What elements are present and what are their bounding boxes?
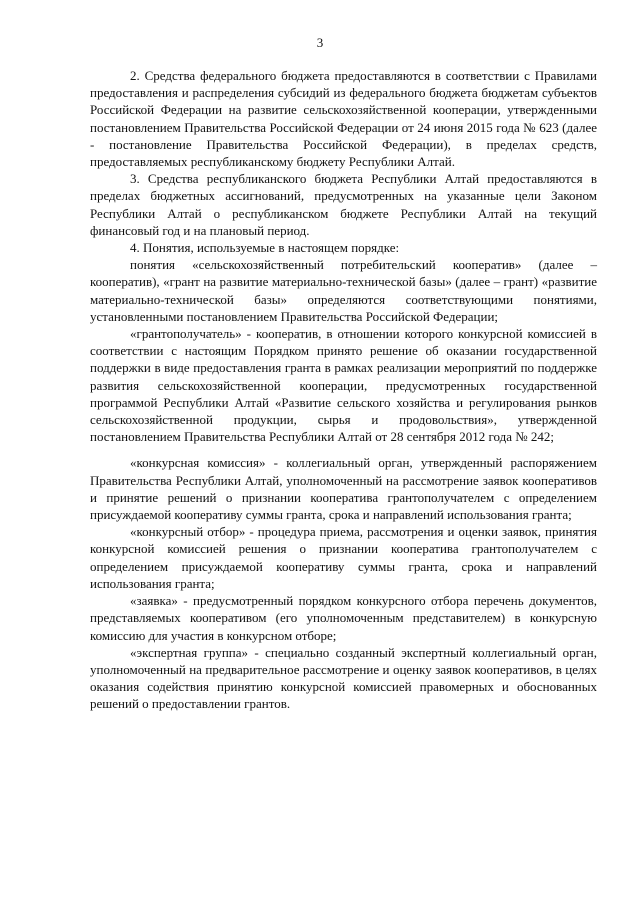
definition-cooperative-grant: понятия «сельскохозяйственный потребительский кооператив» (далее – кооператив), «грант на развитие материально-технической базы» (далее – грант) «развитие материально-технической базы» определяются соответствующими понятиями, установленными постановлением Правительства Российской Федерации; (90, 257, 597, 324)
definition-application: «заявка» - предусмотренный порядком конкурсного отбора перечень документов, представляемых кооперативом (его уполномоченным представителем) в конкурсную комиссию для участия в конкурсном отборе; (90, 593, 597, 643)
definition-competition-commission: «конкурсная комиссия» - коллегиальный орган, утвержденный распоряжением Правительства Республики Алтай, уполномоченный на рассмотрение заявок кооперативов и принятие решений о признании кооператива грантополучателем с определением присуждаемой кооперативу суммы гранта, срока и направлений использования гранта; (90, 455, 597, 523)
document-body (90, 67, 597, 713)
definition-competitive-selection: «конкурсный отбор» - процедура приема, рассмотрения и оценки заявок, принятия конкурсной комиссией решения о признании кооператива грантополучателем с определением присуждаемой кооперативу суммы гранта, срока и направлений использования гранта; (90, 524, 597, 591)
paragraph-item-2: 2. Средства федерального бюджета предоставляются в соответствии с Правилами предоставления и распределения субсидий из федерального бюджета бюджетам субъектов Российской Федерации на развитие сельскохозяйственной кооперации, утвержденными постановлением Правительства Российской Федерации от 24 июня 2015 года № 623 (далее - постановление Правительства Российской Федерации), в пределах средств, предоставляемых республиканскому бюджету Республики Алтай. (90, 68, 597, 170)
paragraph-item-4-heading: 4. Понятия, используемые в настоящем порядке: (130, 240, 400, 256)
definition-grant-recipient: «грантополучатель» - кооператив, в отношении которого конкурсной комиссией в соответствии с настоящим Порядком принято решение об оказании государственной поддержки в виде предоставления гранта в рамках реализации мероприятий по поддержке развития сельскохозяйственной кооперации, предусмотренных государственной программой Республики Алтай «Развитие сельского хозяйства и регулирования рынков сельскохозяйственной продукции, сырья и продовольствия», утвержденной постановлением Правительства Республики Алтай от 28 сентября 2012 года № 242; (90, 326, 597, 445)
page-number: 3 (316, 35, 324, 50)
definition-expert-group: «экспертная группа» - специально созданный экспертный коллегиальный орган, уполномоченный на предварительное рассмотрение и оценку заявок кооперативов, в целях оказания содействия принятию конкурсной комиссией правомерных и обоснованных решений о предоставлении грантов. (90, 644, 597, 712)
paragraph-item-3: 3. Средства республиканского бюджета Республики Алтай предоставляются в пределах бюджетных ассигнований, предусмотренных на указанные цели Законом Республики Алтай о республиканском бюджете Республики Алтай на текущий финансовый год и на плановый период. (90, 171, 597, 238)
